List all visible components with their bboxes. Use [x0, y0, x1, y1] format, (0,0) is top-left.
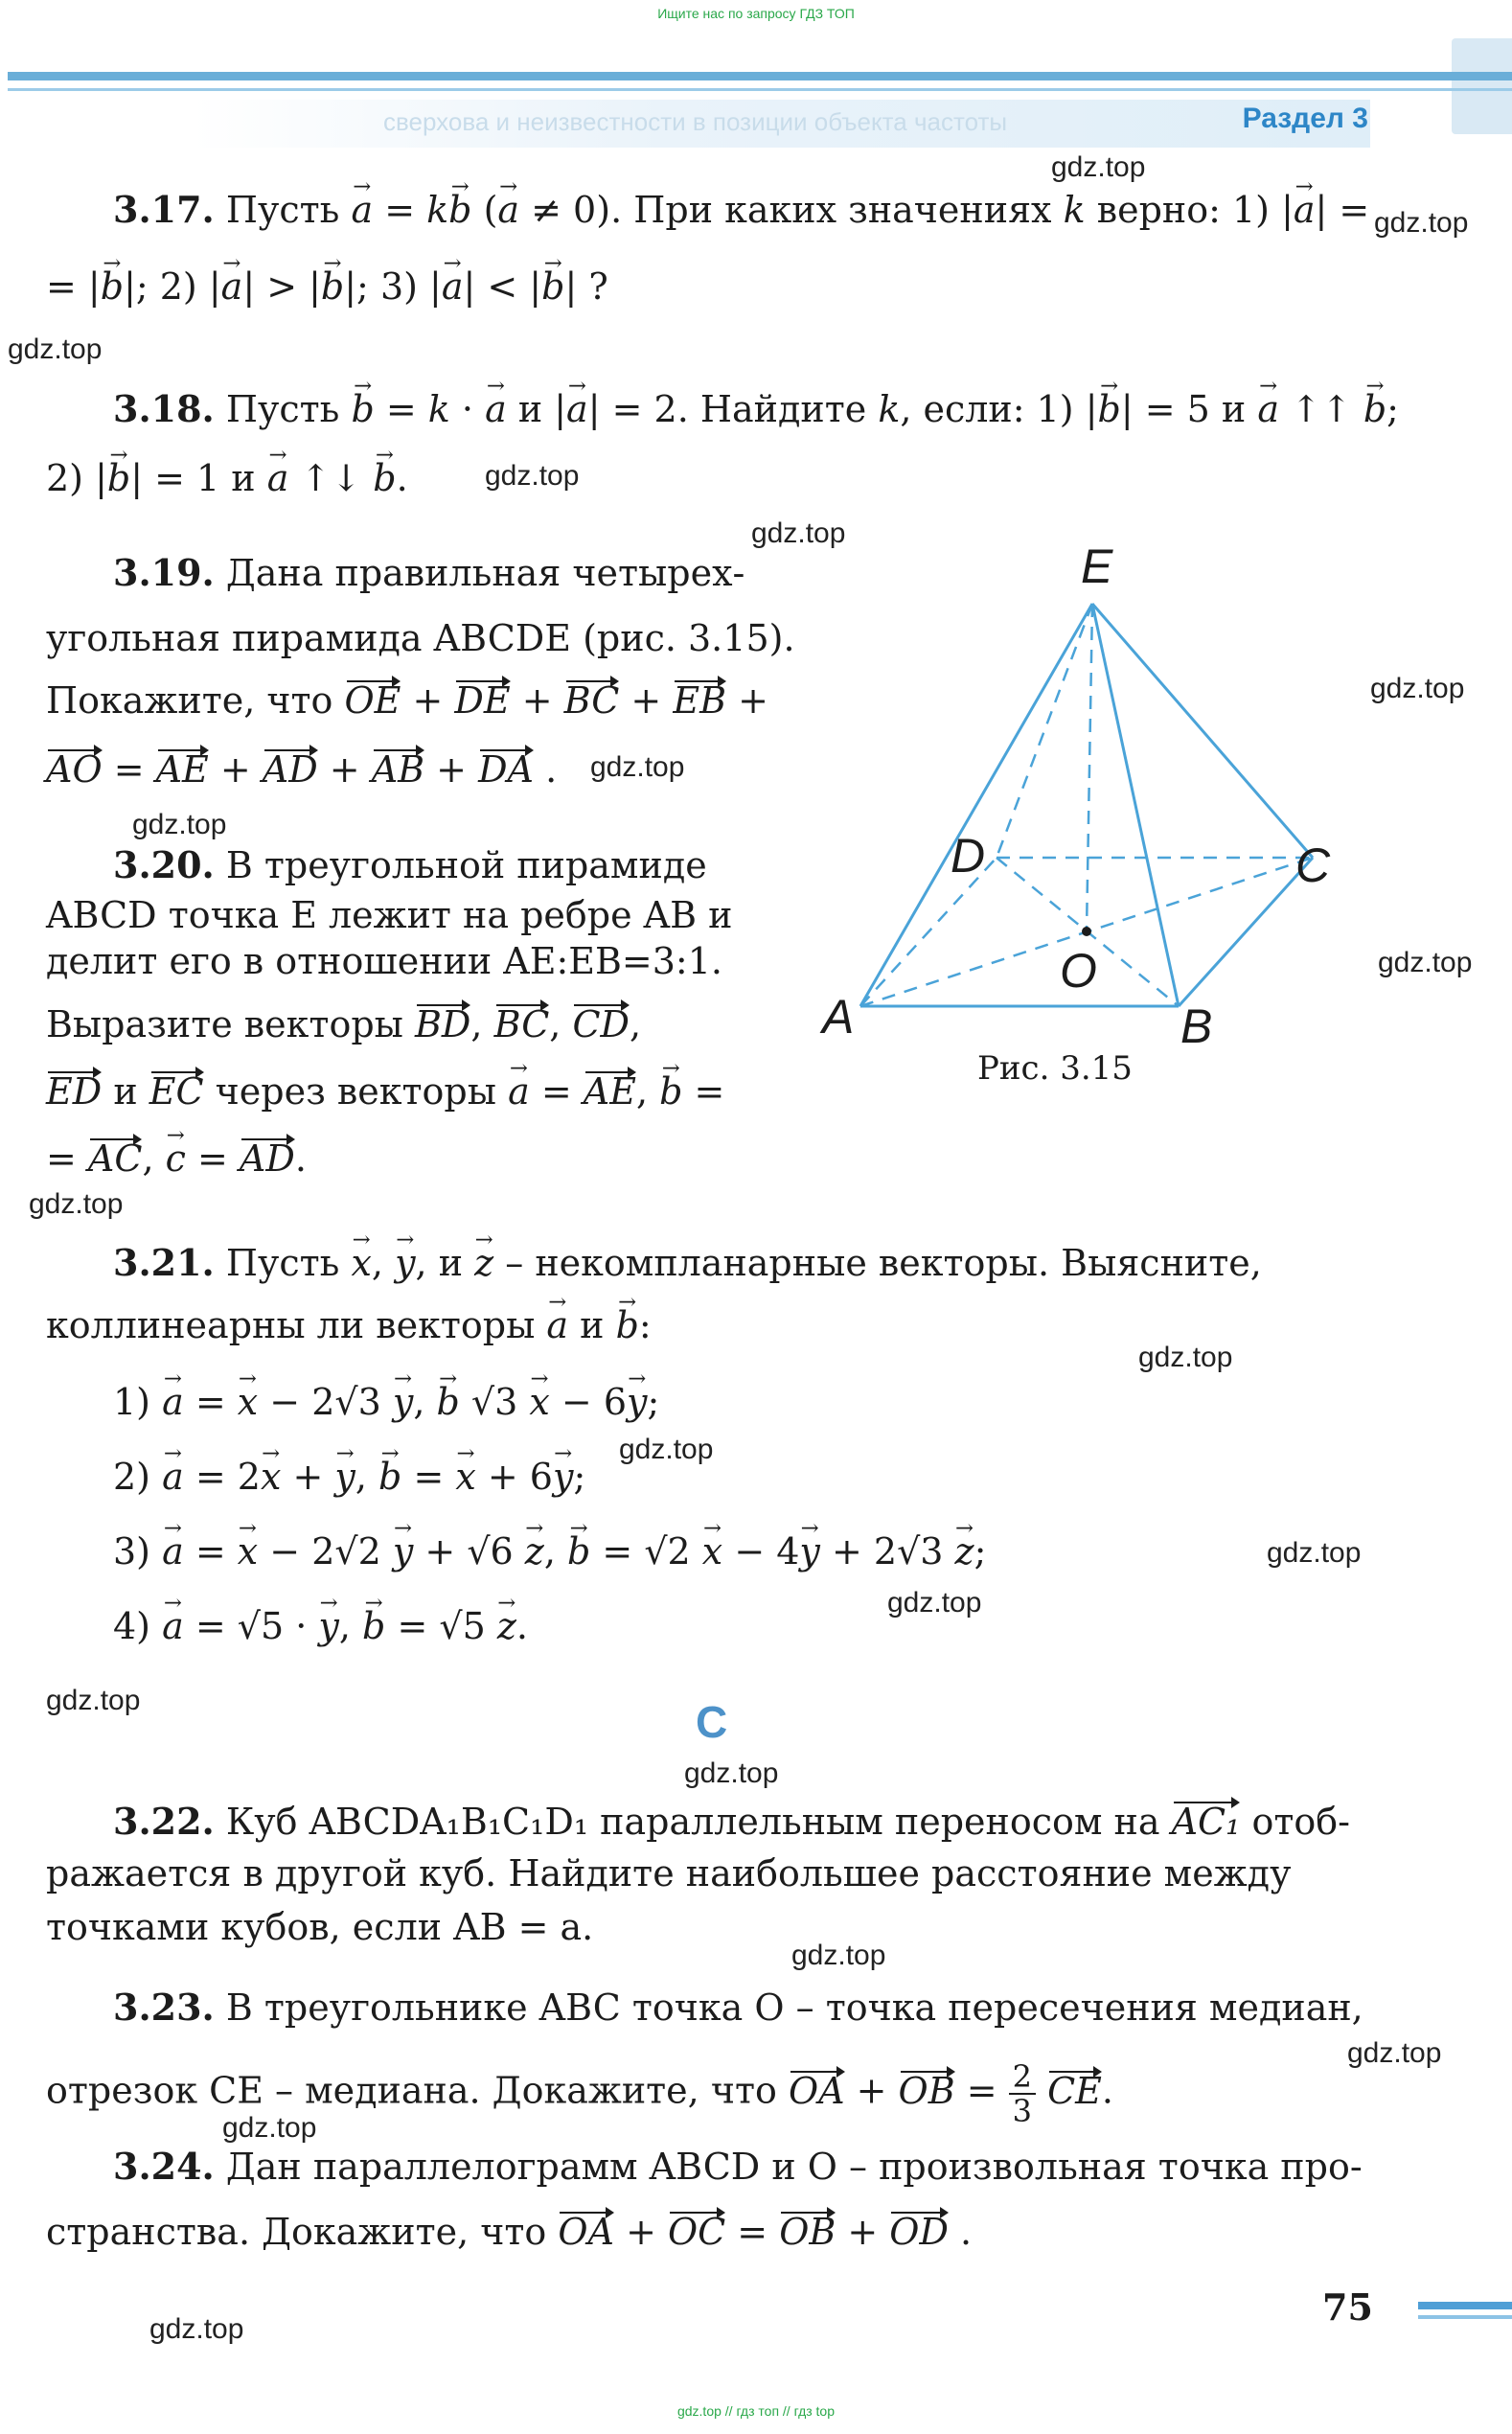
- problem-number: 3.17.: [113, 188, 215, 231]
- page-number: 75: [1322, 2285, 1373, 2329]
- problem-3-21-item3: 3) → a = → x − 2√2 → y + √6 → z, → b = √2 → x − 4→ y + 2√3 → z;: [113, 1529, 986, 1573]
- label-o: O: [1060, 944, 1097, 998]
- watermark: gdz.top: [1267, 1537, 1362, 1569]
- section-c-marker: С: [696, 1697, 728, 1747]
- watermark: gdz.top: [222, 2112, 317, 2144]
- watermark: gdz.top: [1138, 1342, 1233, 1373]
- fraction-two-thirds: $\frac{2}{3}$: [1009, 2060, 1036, 2127]
- figure-caption: Рис. 3.15: [977, 1049, 1133, 1088]
- problem-3-20-line3: делит его в отношении AE:EB=3:1.: [46, 940, 722, 982]
- watermark: gdz.top: [485, 460, 580, 492]
- watermark: gdz.top: [1370, 673, 1465, 704]
- watermark: gdz.top: [590, 751, 685, 783]
- problem-3-19-line2: угольная пирамида ABCDE (рис. 3.15).: [46, 617, 795, 659]
- watermark: gdz.top: [1378, 947, 1473, 978]
- problem-3-20-line5: ED и EC через векторы → a = AE, → b =: [46, 1069, 724, 1114]
- problem-3-22-line1: 3.22. Куб ABCDA₁B₁C₁D₁ параллельным переносом на AC₁ отоб-: [113, 1800, 1350, 1843]
- problem-3-20-line2: ABCD точка E лежит на ребре AB и: [46, 894, 733, 936]
- problem-3-20-line4: Выразите векторы BD, BC, CD,: [46, 1003, 642, 1045]
- problem-3-21-item1: 1) → a = → x − 2√3 → y, → b √3 → x − 6→ y;: [113, 1380, 659, 1424]
- problem-3-21-line2: коллинеарны ли векторы → a и → b:: [46, 1303, 652, 1347]
- edge-ec: [1092, 604, 1313, 858]
- header-rule: [8, 72, 1512, 80]
- watermark: gdz.top: [887, 1587, 982, 1619]
- problem-3-24-line2: странства. Докажите, что OA + OC = OB + OD .: [46, 2211, 973, 2253]
- problem-3-18-line2: 2) |→ b| = 1 и → a ↑↓ → b.: [46, 456, 408, 500]
- problem-3-22-line3: точками кубов, если AB = a.: [46, 1906, 594, 1948]
- problem-3-24-line1: 3.24. Дан параллелограмм ABCD и O – произвольная точка про-: [113, 2145, 1363, 2188]
- problem-3-20-line1: 3.20. В треугольной пирамиде: [113, 843, 707, 886]
- watermark: gdz.top: [684, 1757, 779, 1789]
- label-a: A: [822, 990, 855, 1044]
- corner-decoration: [1452, 38, 1512, 134]
- watermark: gdz.top: [1051, 151, 1146, 183]
- problem-3-18-line1: 3.18. Пусть → b = k · → a и |→ a| = 2. Найдите k, если: 1) |→ b| = 5 и → a ↑↑ → b;: [113, 387, 1399, 431]
- problem-3-19-line4: AO = AE + AD + AB + DA .: [46, 748, 558, 791]
- watermark: gdz.top: [619, 1434, 714, 1465]
- watermark: gdz.top: [149, 2313, 244, 2345]
- label-d: D: [951, 829, 986, 883]
- problem-3-17-line1: 3.17. Пусть → a = k→ b (→ a ≠ 0). При каких значениях k верно: 1) |→ a| =: [113, 188, 1369, 232]
- watermark: gdz.top: [791, 1940, 886, 1971]
- label-b: B: [1180, 999, 1213, 1053]
- top-banner: Ищите нас по запросу ГДЗ ТОП: [657, 6, 855, 21]
- problem-3-17-line2: = |→ b|; 2) |→ a| > |→ b|; 3) |→ a| < |→ b| ?: [46, 264, 608, 309]
- header-rule-thin: [8, 88, 1512, 91]
- watermark: gdz.top: [29, 1188, 124, 1220]
- problem-3-21-item2: 2) → a = 2→ x + → y, → b = → x + 6→ y;: [113, 1455, 585, 1499]
- edge-ea: [860, 604, 1092, 1006]
- watermark: gdz.top: [132, 809, 227, 840]
- watermark: gdz.top: [46, 1685, 141, 1716]
- problem-3-21-item4: 4) → a = √5 · → y, → b = √5 → z.: [113, 1604, 528, 1648]
- problem-3-23-line2: отрезок CE – медиана. Докажите, что OA + OB = $\frac{2}{3}$ CE.: [46, 2058, 1113, 2129]
- watermark: gdz.top: [1374, 207, 1469, 239]
- pyramid-figure: [822, 537, 1341, 1054]
- problem-3-22-line2: ражается в другой куб. Найдите наибольшее расстояние между: [46, 1852, 1292, 1894]
- problem-3-21-line1: 3.21. Пусть → x, → y, и → z – некомпланарные векторы. Выясните,: [113, 1241, 1262, 1285]
- label-c: C: [1295, 838, 1331, 892]
- problem-3-19-line1: 3.19. Дана правильная четырех-: [113, 551, 745, 594]
- edge-bc: [1179, 858, 1313, 1006]
- problem-3-20-line6: = AC, → c = AD.: [46, 1137, 307, 1181]
- edge-ed-hidden: [997, 604, 1092, 858]
- page-bar: [1418, 2302, 1512, 2309]
- watermark: gdz.top: [751, 517, 846, 549]
- header-faint-text: сверхова и неизвестности в позиции объекта частоты: [383, 107, 1008, 136]
- section-title: Раздел 3: [1242, 103, 1368, 134]
- point-o: [1082, 927, 1091, 936]
- label-e: E: [1081, 540, 1113, 593]
- watermark: gdz.top: [1347, 2037, 1442, 2069]
- watermark: gdz.top: [8, 333, 103, 365]
- problem-3-19-line3: Покажите, что OE + DE + BC + EB +: [46, 679, 768, 722]
- footer: gdz.top // гдз топ // гдз top: [676, 2403, 836, 2419]
- height-eo-hidden: [1087, 604, 1092, 931]
- page-bar-thin: [1418, 2315, 1512, 2319]
- problem-3-23-line1: 3.23. В треугольнике ABC точка O – точка пересечения медиан,: [113, 1986, 1363, 2029]
